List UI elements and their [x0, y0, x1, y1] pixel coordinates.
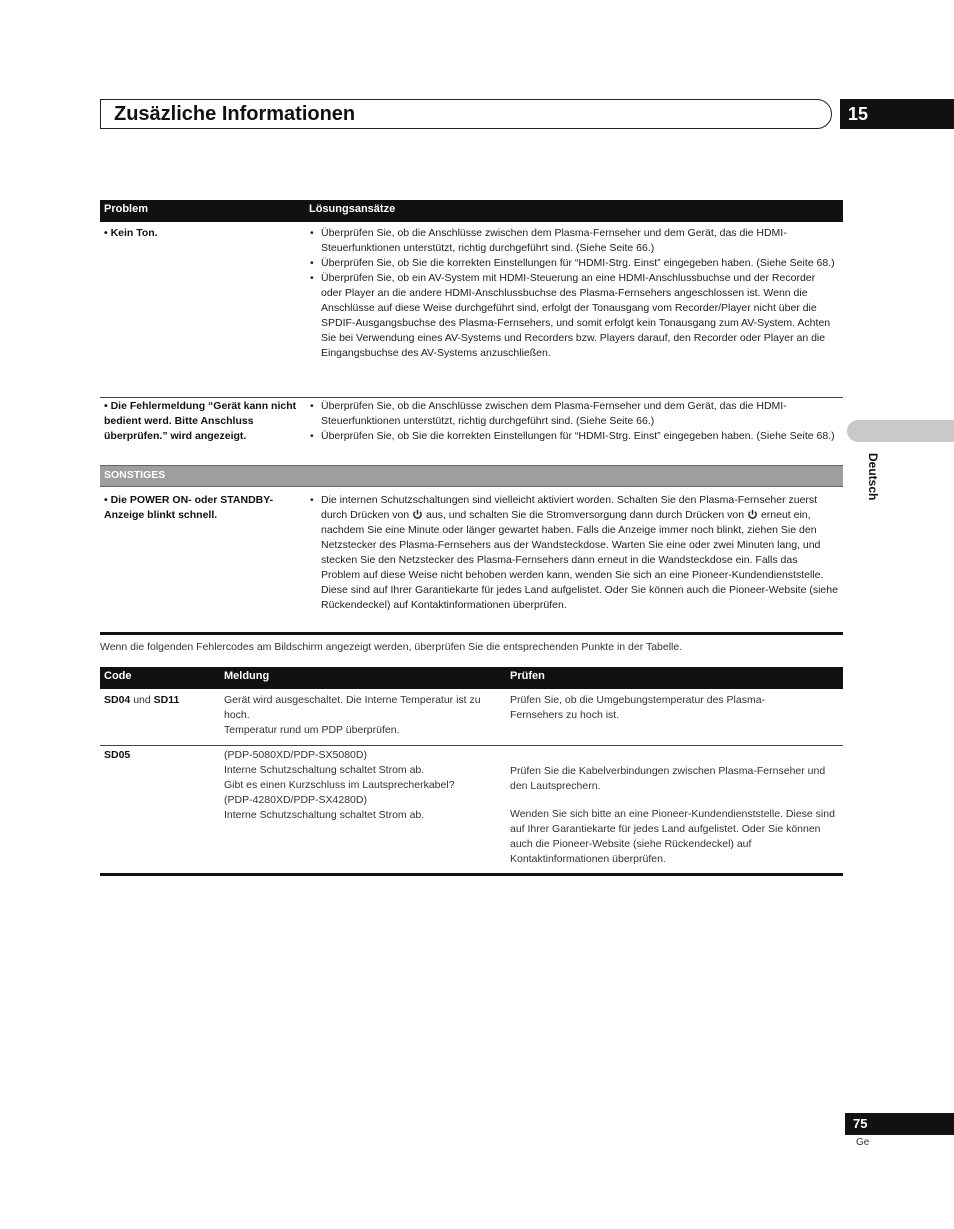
solution-text: Die internen Schutzschaltungen sind vielleicht aktiviert worden. Schalten Sie den Plasma-Fernseher zuerst durch Drücken von — [321, 494, 818, 521]
page-number: 75 — [845, 1113, 954, 1135]
check-cell: Prüfen Sie, ob die Umgebungstemperatur des Plasma-Fernsehers zu hoch ist. — [510, 694, 766, 721]
language-label: Deutsch — [866, 453, 880, 501]
table-bottom-rule — [100, 873, 843, 876]
code-connector: und — [133, 694, 151, 706]
chapter-number: 15 — [840, 99, 954, 129]
check-cell: Wenden Sie sich bitte an eine Pioneer-Kundendienststelle. Diese sind auf Ihrer Garantiekarte für jedes Land aufgelistet. Oder Sie können auch die Pioneer-Website (siehe Rückendeckel) auf Kontaktinformationen überprüfen. — [510, 808, 835, 865]
col-problem: Problem — [104, 203, 149, 215]
page-title: Zusäzliche Informationen — [114, 103, 356, 125]
error-code-table — [100, 667, 843, 865]
solution-item: • Überprüfen Sie, ob die Anschlüsse zwischen dem Plasma-Fernseher und dem Gerät, das die HDMI-Steuerfunktionen unterstützt, richtig durchgeführt sind. (Siehe Seite 66.) — [308, 399, 838, 429]
code-cell — [104, 693, 179, 708]
check-cell: Prüfen Sie die Kabelverbindungen zwischen Plasma-Fernseher und den Lautsprechern. — [510, 765, 826, 792]
power-icon — [747, 509, 758, 520]
row-divider — [100, 397, 843, 398]
troubleshooting-table — [100, 200, 843, 611]
section-title: SONSTIGES — [104, 469, 166, 481]
solution-item: • Überprüfen Sie, ob Sie die korrekten Einstellungen für “HDMI-Strg. Einst” eingegeben haben. (Siehe Seite 68.) — [308, 429, 838, 444]
code-sd11: SD11 — [153, 694, 180, 706]
solution-item: • Überprüfen Sie, ob Sie die korrekten Einstellungen für “HDMI-Strg. Einst” eingegeben haben. (Siehe Seite 68.) — [308, 256, 838, 271]
problem-cell: • Kein Ton. — [104, 227, 158, 239]
intro-note: Wenn die folgenden Fehlercodes am Bildschirm angezeigt werden, überprüfen Sie die entsprechenden Punkte in der Tabelle. — [100, 641, 683, 653]
row-divider — [100, 745, 843, 746]
code-sd05: SD05 — [104, 749, 131, 761]
solution-list — [308, 493, 838, 613]
solution-item — [308, 493, 838, 613]
section-band — [100, 465, 843, 487]
table-bottom-rule — [100, 632, 843, 635]
solution-list — [308, 399, 838, 444]
message-line: (PDP-4280XD/PDP-SX4280D) — [224, 794, 367, 806]
language-tab — [847, 420, 954, 442]
col-code: Code — [104, 670, 132, 682]
table-header — [100, 667, 843, 689]
message-line: Gibt es einen Kurzschluss im Lautsprecherkabel? — [224, 779, 455, 791]
message-line: Interne Schutzschaltung schaltet Strom ab. — [224, 809, 425, 821]
col-solution: Lösungsansätze — [309, 203, 396, 215]
page-language-code: Ge — [856, 1137, 870, 1148]
solution-item: • Überprüfen Sie, ob ein AV-System mit HDMI-Steuerung an eine HDMI-Anschlussbuchse und der Recorder oder Player an die andere HDMI-Anschlussbuchse des Plasma-Fernsehers angeschlossen ist. Wenn die Anschlüsse auf diese Weise durchgeführt sind, erfolgt der Tonausgang vom Recorder/Player nicht über die SPDIF-Ausgangsbuchse des Plasma-Fernsehers, und somit erfolgt kein Tonausgang zum AV-System. Achten Sie bei Verwendung eines AV-Systems und Recorders bzw. Players darauf, den Recorder oder Player an die Eingangsbuchse des AV-Systems anzuschließen. — [308, 271, 838, 361]
col-message: Meldung — [224, 670, 270, 682]
solution-list — [308, 226, 838, 361]
solution-text: erneut ein, nachdem Sie eine Minute oder länger gewartet haben. Falls die Anzeige immer noch blinkt, ziehen Sie den Netzstecker des Plasma-Fernsehers aus der Wandsteckdose. Warten Sie eine oder zwei Minuten lang, und stecken Sie den Netzstecker des Plasma-Fernsehers dann erneut in die Wandsteckdose ein. Falls das Problem auf diese Weise nicht behoben werden kann, wenden Sie sich an eine Pioneer-Kundendienststelle. Diese sind auf Ihrer Garantiekarte für jedes Land aufgelistet. Oder Sie können auch die Pioneer-Website (siehe Rückendeckel) auf Kontaktinformationen überprüfen. — [321, 509, 838, 611]
solution-text: aus, und schalten Sie die Stromversorgung dann durch Drücken von — [425, 509, 745, 521]
problem-cell: • Die POWER ON- oder STANDBY-Anzeige blinkt schnell. — [104, 494, 274, 521]
solution-item: • Überprüfen Sie, ob die Anschlüsse zwischen dem Plasma-Fernseher und dem Gerät, das die HDMI-Steuerfunktionen unterstützt, richtig durchgeführt sind. (Siehe Seite 66.) — [308, 226, 838, 256]
message-line: Interne Schutzschaltung schaltet Strom ab. — [224, 764, 425, 776]
col-check: Prüfen — [510, 670, 545, 682]
message-line: Gerät wird ausgeschaltet. Die Interne Temperatur ist zu hoch. — [224, 694, 481, 721]
message-cell — [224, 693, 506, 738]
message-cell — [224, 748, 506, 823]
power-icon — [412, 509, 423, 520]
problem-cell: • Die Fehlermeldung “Gerät kann nicht bedient werd. Bitte Anschluss überprüfen.” wird angezeigt. — [104, 400, 297, 442]
table-header — [100, 200, 843, 222]
code-sd04: SD04 — [104, 694, 131, 706]
message-line: Temperatur rund um PDP überprüfen. — [224, 724, 400, 736]
message-line: (PDP-5080XD/PDP-SX5080D) — [224, 749, 367, 761]
